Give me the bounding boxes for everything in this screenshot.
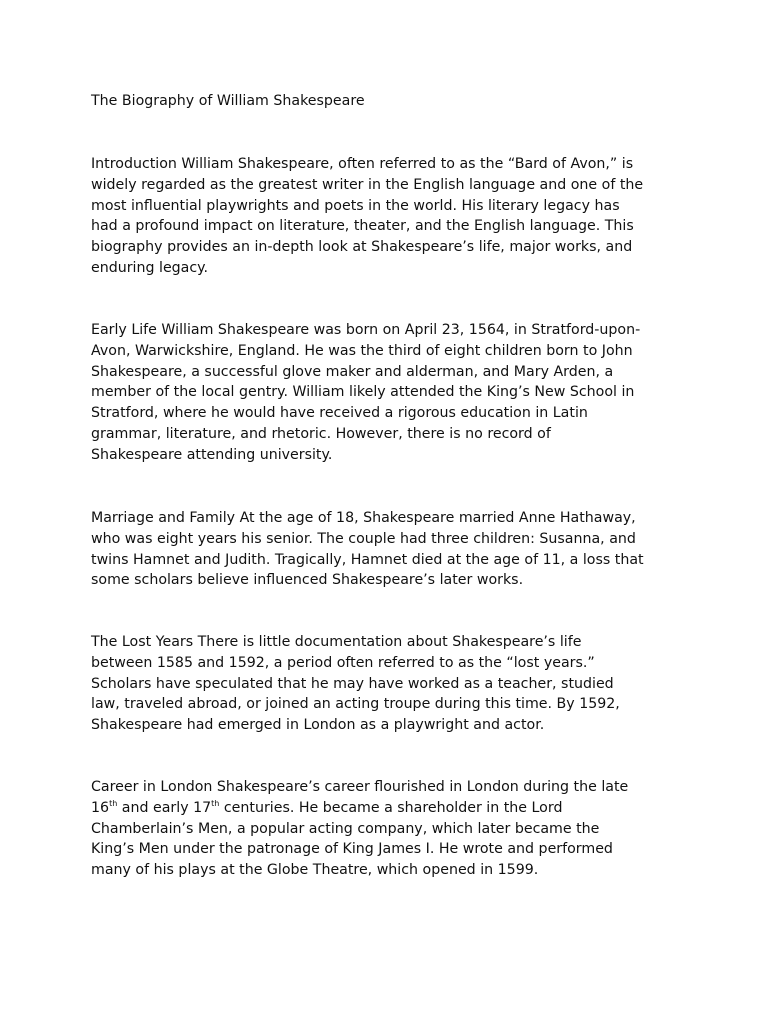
text-run: centuries. He became a shareholder in the Lord <box>219 799 563 816</box>
text-run: and early 17 <box>117 799 212 816</box>
paragraph-early-life <box>91 320 681 466</box>
paragraph-introduction <box>91 154 681 279</box>
text-line: twins Hamnet and Judith. Tragically, Hamnet died at the age of 11, a loss that <box>91 551 644 568</box>
text-line: some scholars believe influenced Shakespeare’s later works. <box>91 572 524 589</box>
document-title: The Biography of William Shakespeare <box>91 93 365 109</box>
text-line: who was eight years his senior. The couple had three children: Susanna, and <box>91 530 636 547</box>
text-run: 16 <box>91 799 110 816</box>
text-line: Shakespeare, a successful glove maker and alderman, and Mary Arden, a <box>91 363 614 380</box>
text-line: between 1585 and 1592, a period often referred to as the “lost years.” <box>91 654 595 671</box>
text-line: member of the local gentry. William likely attended the King’s New School in <box>91 384 635 401</box>
ordinal-superscript: th <box>211 798 220 808</box>
text-line: Stratford, where he would have received a rigorous education in Latin <box>91 405 588 422</box>
text-line: Career in London Shakespeare’s career flourished in London during the late <box>91 779 629 795</box>
text-line: Marriage and Family At the age of 18, Shakespeare married Anne Hathaway, <box>91 510 636 526</box>
text-line: law, traveled abroad, or joined an acting troupe during this time. By 1592, <box>91 696 620 713</box>
text-line: Chamberlain’s Men, a popular acting company, which later became the <box>91 820 600 837</box>
text-line: grammar, literature, and rhetoric. However, there is no record of <box>91 425 551 442</box>
ordinal-superscript: th <box>109 798 118 808</box>
paragraph-lost-years <box>91 632 681 736</box>
text-line: most influential playwrights and poets in the world. His literary legacy has <box>91 197 620 214</box>
text-line-with-superscripts <box>91 798 681 819</box>
paragraph-marriage-and-family <box>91 508 681 591</box>
text-line: had a profound impact on literature, theater, and the English language. This <box>91 218 634 235</box>
text-line: The Lost Years There is little documentation about Shakespeare’s life <box>91 634 582 650</box>
text-line: Shakespeare had emerged in London as a playwright and actor. <box>91 717 545 734</box>
text-line: Avon, Warwickshire, England. He was the third of eight children born to John <box>91 342 633 359</box>
text-line: biography provides an in-depth look at Shakespeare’s life, major works, and <box>91 239 633 256</box>
text-line: widely regarded as the greatest writer in the English language and one of the <box>91 176 644 193</box>
text-line: Introduction William Shakespeare, often referred to as the “Bard of Avon,” is <box>91 156 634 172</box>
text-line: Scholars have speculated that he may have worked as a teacher, studied <box>91 675 614 692</box>
text-line: Shakespeare attending university. <box>91 446 333 463</box>
text-line: many of his plays at the Globe Theatre, which opened in 1599. <box>91 862 539 879</box>
text-line: King’s Men under the patronage of King James I. He wrote and performed <box>91 841 613 858</box>
text-line: enduring legacy. <box>91 259 209 276</box>
paragraph-career-in-london <box>91 777 681 881</box>
text-line: Early Life William Shakespeare was born on April 23, 1564, in Stratford-upon- <box>91 322 641 338</box>
